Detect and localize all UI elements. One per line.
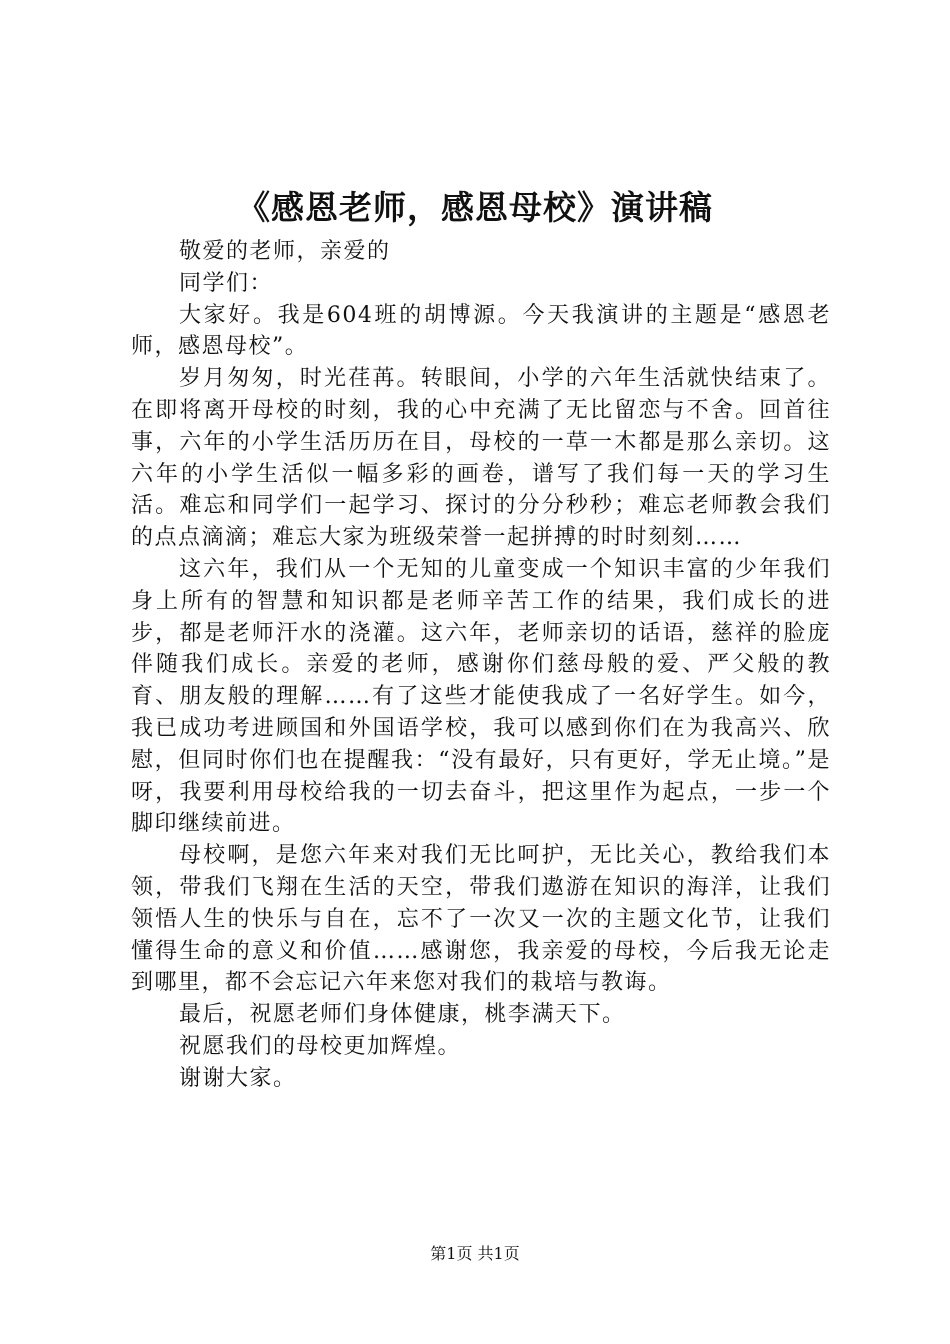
paragraph-thanks: 谢谢大家。 [179,1065,297,1091]
paragraph-salutation-2: 同学们： [179,270,274,296]
paragraph-teachers: 这六年，我们从一个无知的儿童变成一个知识丰富的少年我们身上所有的智慧和知识都是老师辛苦工作的结果，我们成长的进步，都是老师汗水的浇灌。这六年，老师亲切的话语，慈祥的脸庞伴随我们成长。亲爱的老师，感谢你们慈母般的爱、严父般的教育、朋友般的理解……有了这些才能使我成了一名好学生。如今，我已成功考进顾国和外国语学校，我可以感到你们在为我高兴、欣慰，但同时你们也在提醒我：“没有最好，只有更好，学无止境。”是呀，我要利用母校给我的一切去奋斗，把这里作为起点，一步一个脚印继续前进。 [131,556,831,837]
document-title: 《感恩老师，感恩母校》演讲稿 [237,188,713,227]
paragraph-salutation-1: 敬爱的老师，亲爱的 [179,239,391,264]
document-body [131,236,831,1095]
page-footer: 第1页 共1页 [430,1244,520,1263]
paragraph-memories: 岁月匆匆，时光荏苒。转眼间，小学的六年生活就快结束了。在即将离开母校的时刻，我的心中充满了无比留恋与不舍。回首往事，六年的小学生活历历在目，母校的一草一木都是那么亲切。这六年的小学生活似一幅多彩的画卷，谱写了我们每一天的学习生活。难忘和同学们一起学习、探讨的分分秒秒；难忘老师教会我们的点点滴滴；难忘大家为班级荣誉一起拼搏的时时刻刻…… [131,366,831,551]
paragraph-greeting: 大家好。我是604班的胡博源。今天我演讲的主题是“感恩老师，感恩母校”。 [131,302,831,360]
paragraph-wish-teachers: 最后，祝愿老师们身体健康，桃李满天下。 [179,1002,626,1028]
paragraph-school: 母校啊，是您六年来对我们无比呵护，无比关心，教给我们本领，带我们飞翔在生活的天空，带我们遨游在知识的海洋，让我们领悟人生的快乐与自在，忘不了一次又一次的主题文化节，让我们懂得生命的意义和价值……感谢您，我亲爱的母校，今后我无论走到哪里，都不会忘记六年来您对我们的栽培与教诲。 [131,843,831,996]
paragraph-wish-school: 祝愿我们的母校更加辉煌。 [179,1033,462,1059]
